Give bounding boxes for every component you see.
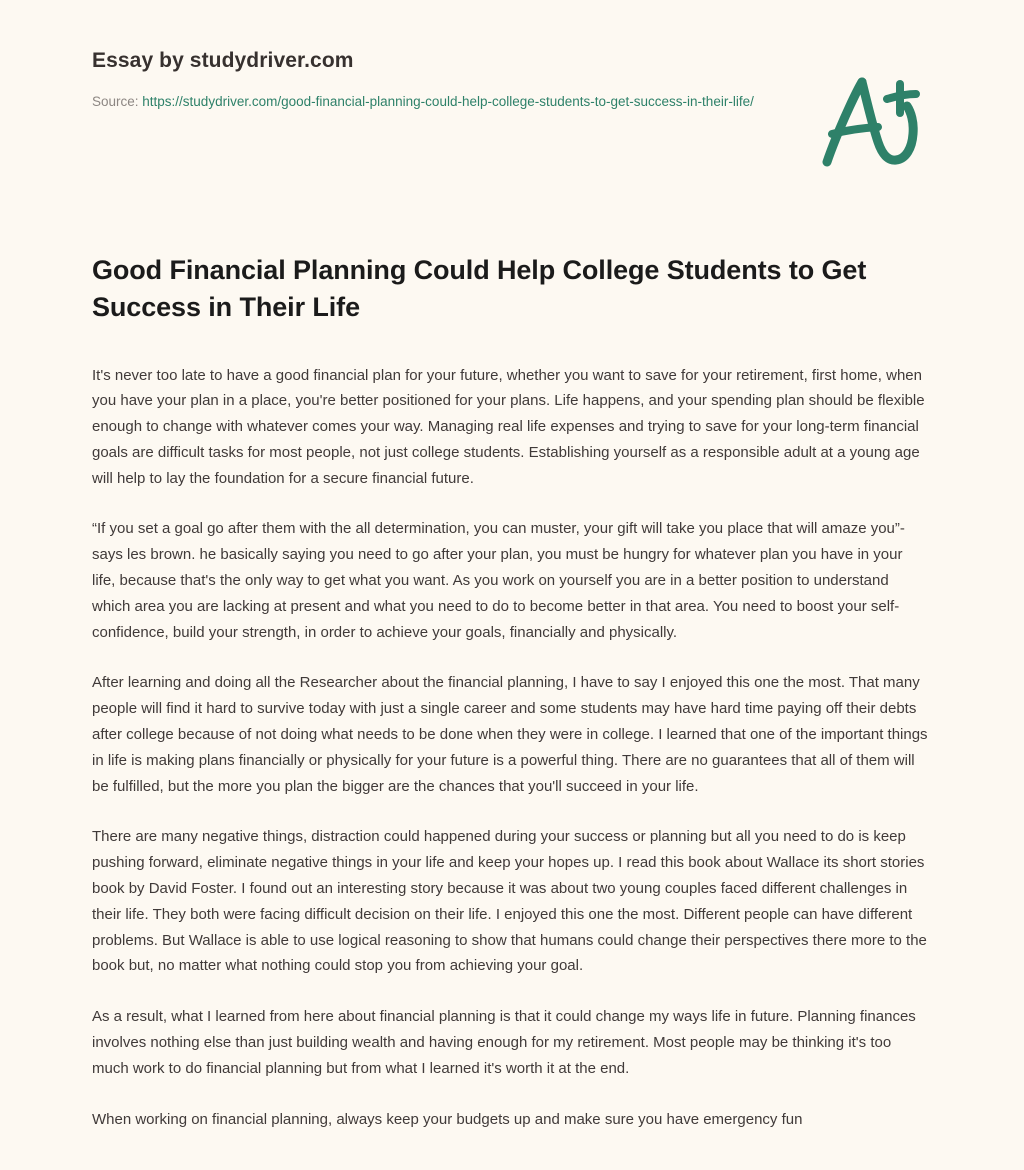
page-title: Good Financial Planning Could Help College Students to Get Success in Their Life	[92, 255, 867, 323]
source-line	[92, 91, 757, 113]
paragraph: “If you set a goal go after them with the all determination, you can muster, your gift will take you place that will amaze you”- says les brown. he basically saying you need to go after your plan, you must be hungry for whatever plan you have in your life, because that's the only way to get what you want. As you work on yourself you are in a better position to understand which area you are lacking at present and what you need to do to become better in that area. You need to boost your self-confidence, build your strength, in order to achieve your goals, financially and physically.	[92, 520, 905, 641]
article-body	[92, 363, 928, 1133]
page-header	[92, 48, 792, 113]
a-plus-logo	[812, 72, 930, 172]
paragraph: As a result, what I learned from here about financial planning is that it could change my ways life in future. Planning finances involves nothing else than just building wealth and having enough for my retirement. Most people may be thinking it's too much work to do financial planning but from what I learned it's worth it at the end.	[92, 1008, 916, 1077]
brand-title: Essay by studydriver.com	[92, 49, 354, 72]
article	[92, 252, 928, 1132]
source-url-link[interactable]: https://studydriver.com/good-financial-planning-could-help-college-students-to-get-success-in-their-life/	[142, 94, 754, 110]
paragraph: After learning and doing all the Researcher about the financial planning, I have to say I enjoyed this one the most. That many people will find it hard to survive today with just a single career and some students may have hard time paying off their debts after college because of not doing what needs to be done when they were in college. I learned that one of the important things in life is making plans financially or physically for your future is a powerful thing. There are no guarantees that all of them will be fulfilled, but the more you plan the bigger are the chances that you'll succeed in your life.	[92, 674, 928, 795]
paragraph: There are many negative things, distraction could happened during your success or planning but all you need to do is keep pushing forward, eliminate negative things in your life and keep your hopes up. I read this book about Wallace its short stories book by David Foster. I found out an interesting story because it was about two young couples faced different challenges in their life. They both were facing difficult decision on their life. I enjoyed this one the most. Different people can have different problems. But Wallace is able to use logical reasoning to show that humans could change their perspectives there more to the book but, no matter what nothing could stop you from achieving your goal.	[92, 828, 927, 975]
source-label: Source:	[92, 94, 143, 110]
paragraph: When working on financial planning, always keep your budgets up and make sure you have emergency fun	[92, 1110, 803, 1128]
paragraph: It's never too late to have a good financial plan for your future, whether you want to save for your retirement, first home, when you have your plan in a place, you're better positioned for your plans. Life happens, and your spending plan should be flexible enough to change with whatever comes your way. Managing real life expenses and trying to save for your long-term financial goals are difficult tasks for most people, not just college students. Establishing yourself as a responsible adult at a young age will help to lay the foundation for a secure financial future.	[92, 366, 925, 487]
